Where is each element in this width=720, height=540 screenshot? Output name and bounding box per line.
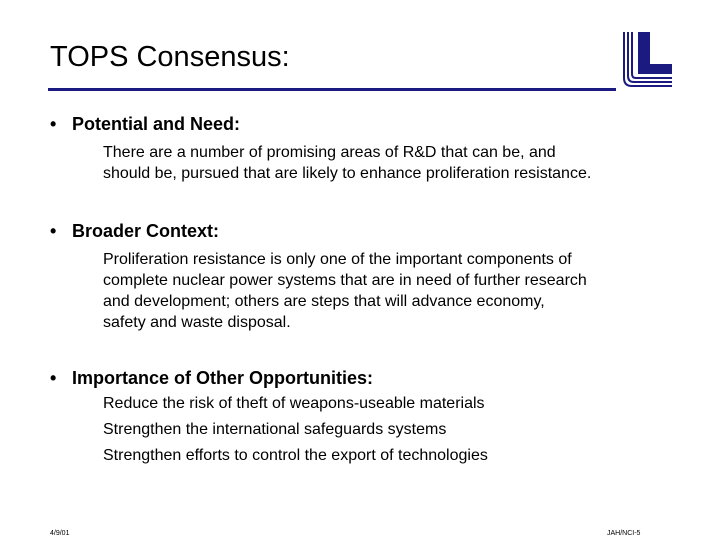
footer-slide-id: JAH/NCI-5 [607,530,641,537]
section-body-potential [103,142,663,184]
slide-title: TOPS Consensus: [50,41,290,73]
bullet-marker: • [50,114,57,134]
section-heading-broader [50,222,219,240]
section-heading-potential [50,115,240,133]
body-line: should be, pursued that are likely to enhance proliferation resistance. [103,165,592,182]
opportunity-item: Strengthen the international safeguards systems [103,421,447,438]
opportunity-item: Strengthen efforts to control the export of technologies [103,447,488,464]
bullet-marker: • [50,368,57,388]
heading-text: Importance of Other Opportunities: [72,368,374,388]
university-logo-icon [616,30,674,92]
bullet-marker: • [50,221,57,241]
heading-text: Broader Context: [72,221,220,241]
title-divider [48,88,618,91]
opportunity-item: Reduce the risk of theft of weapons-useable materials [103,395,485,412]
section-body-broader [103,249,663,333]
body-line: complete nuclear power systems that are in need of further research [103,272,587,289]
body-line: safety and waste disposal. [103,314,291,331]
body-line: There are a number of promising areas of R&D that can be, and [103,144,556,161]
heading-text: Potential and Need: [72,114,241,134]
section-heading-opportunities [50,369,373,387]
body-line: and development; others are steps that will advance economy, [103,293,545,310]
footer-date: 4/9/01 [50,530,70,537]
body-line: Proliferation resistance is only one of the important components of [103,251,572,268]
